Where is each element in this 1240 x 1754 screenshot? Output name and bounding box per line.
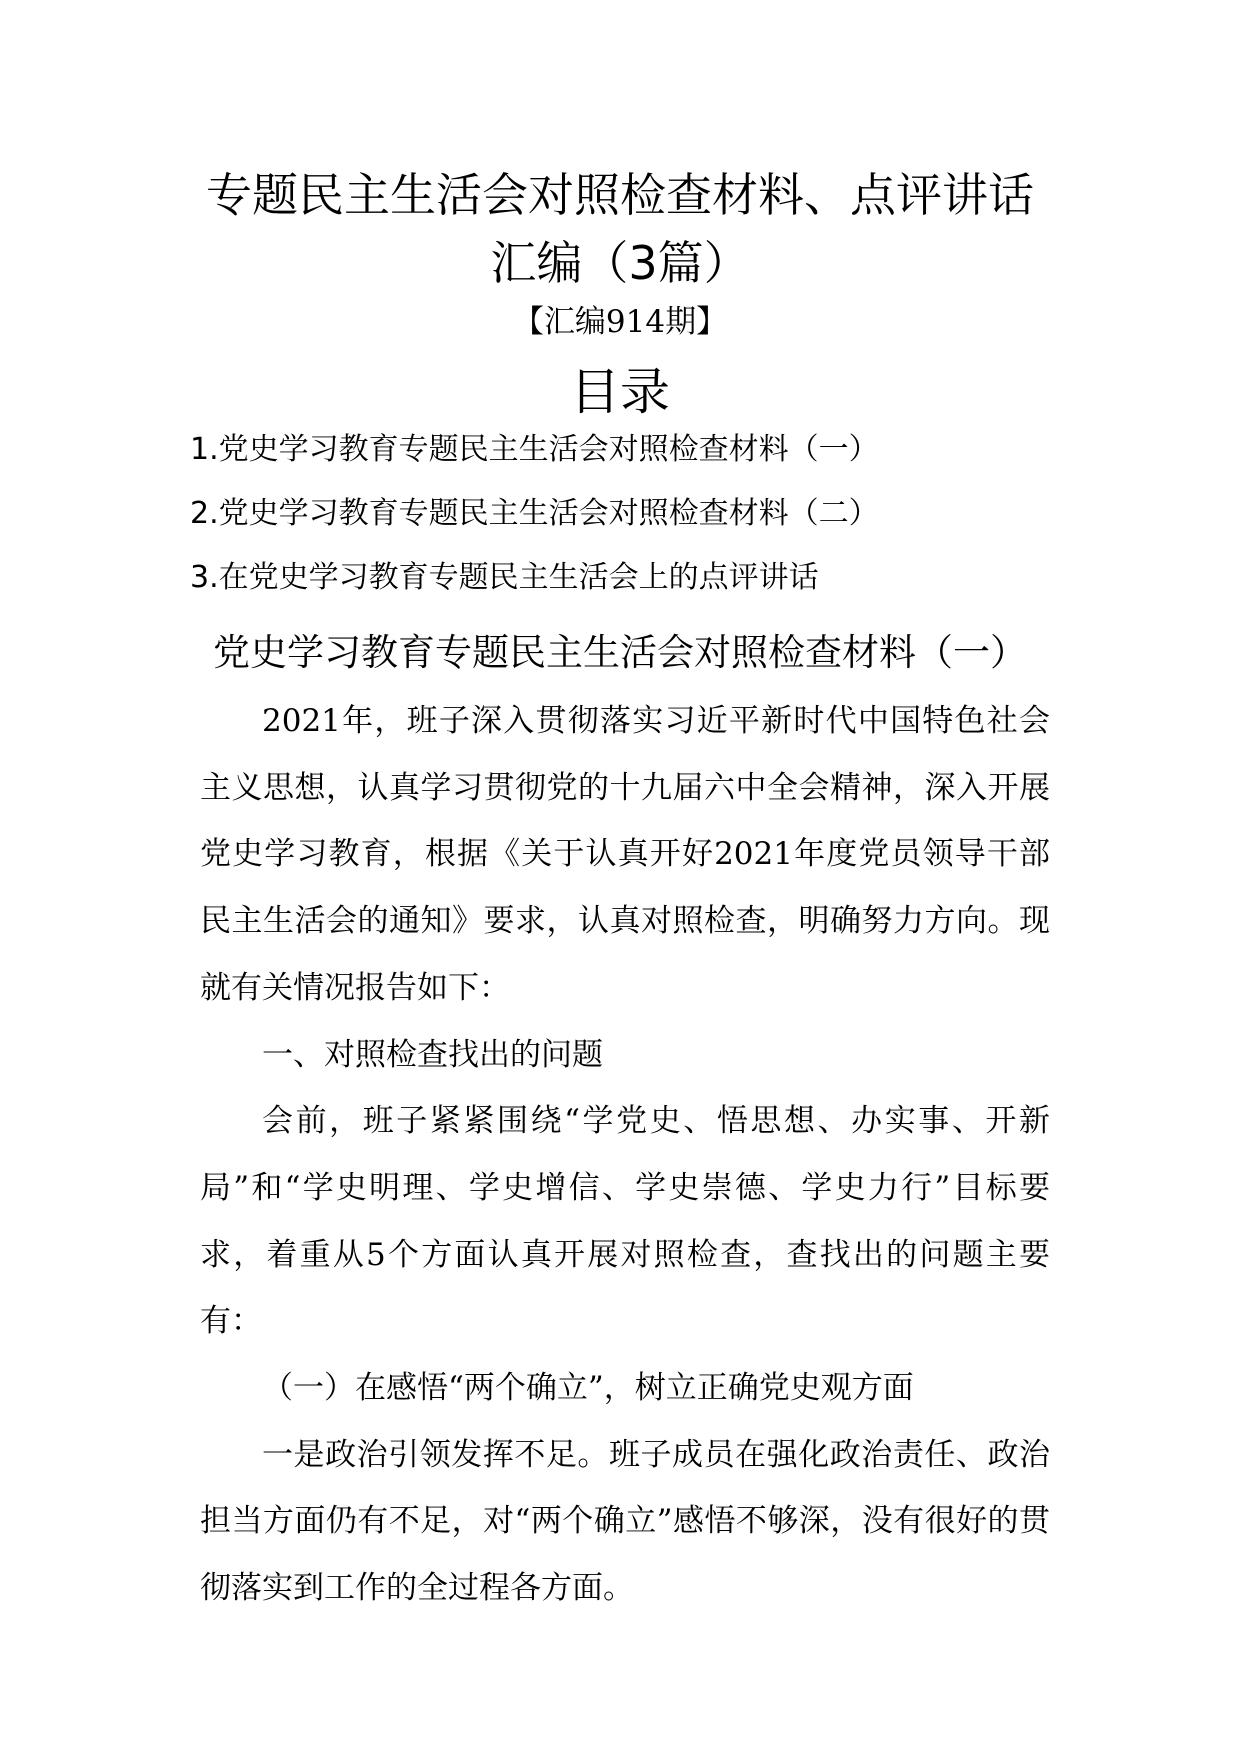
table-of-contents: [190, 430, 1150, 622]
paragraph-problems-intro: 会前，班子紧紧围绕“学党史、悟思想、办实事、开新局”和“学史明理、学史增信、学史崇德、学史力行”目标要求，着重从5个方面认真开展对照检查，查找出的问题主要有：: [200, 1103, 1050, 1340]
issue-number: 【汇编914期】: [512, 304, 728, 340]
toc-item-3: 3.在党史学习教育专题民主生活会上的点评讲话: [190, 560, 819, 595]
toc-item-2: 2.党史学习教育专题民主生活会对照检查材料（二）: [190, 496, 879, 531]
section-title: 党史学习教育专题民主生活会对照检查材料（一）: [213, 631, 1027, 674]
body-text: [200, 688, 1050, 1622]
toc-item-1: 1.党史学习教育专题民主生活会对照检查材料（一）: [190, 432, 879, 467]
paragraph-intro: 2021年，班子深入贯彻落实习近平新时代中国特色社会主义思想，认真学习贯彻党的十九届六中全会精神，深入开展党史学习教育，根据《关于认真开好2021年度党员领导干部民主生活会的通知》要求，认真对照检查，明确努力方向。现就有关情况报告如下：: [200, 703, 1050, 1006]
heading-level-2: （一）在感悟“两个确立”，树立正确党史观方面: [262, 1370, 914, 1407]
paragraph-point-1: 一是政治引领发挥不足。班子成员在强化政治责任、政治担当方面仍有不足，对“两个确立”感悟不够深，没有很好的贯彻落实到工作的全过程各方面。: [200, 1436, 1050, 1607]
toc-heading: 目录: [570, 363, 670, 421]
document-title-line-2: 汇编（3篇）: [490, 236, 750, 290]
document-title-line-1: 专题民主生活会对照检查材料、点评讲话: [206, 168, 1034, 222]
heading-level-1: 一、对照检查找出的问题: [262, 1036, 603, 1073]
